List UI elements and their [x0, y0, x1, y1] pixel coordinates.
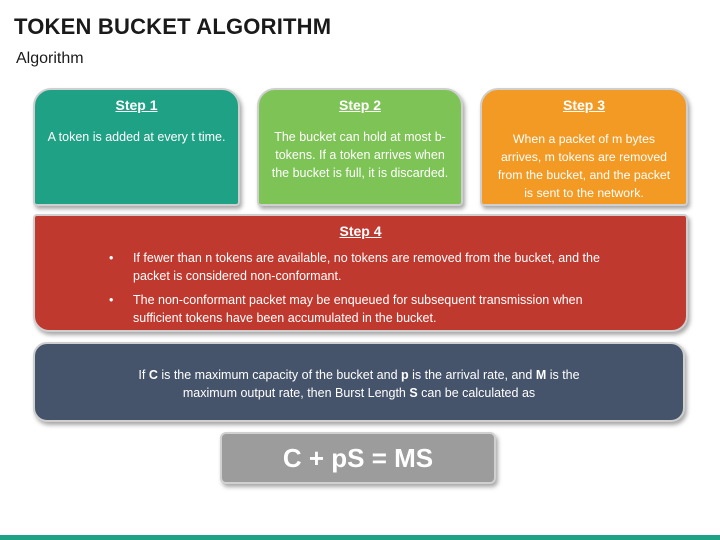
formula-note-text — [35, 366, 683, 402]
step-3-text: When a packet of m bytes arrives, m tokens are removed from the bucket, and the packet is sent to the network. — [497, 132, 671, 200]
bullet-icon: • — [109, 251, 114, 265]
step-4-bullet — [109, 291, 686, 327]
step-2-heading: Step 2 — [338, 97, 381, 113]
step-3-card — [480, 88, 688, 206]
bullet-icon: • — [109, 293, 114, 307]
step-4-bullet-text: The non-conformant packet may be enqueued for subsequent transmission when sufficient tokens have been accumulated in the bucket. — [133, 293, 583, 325]
note-var-p: p — [401, 368, 409, 382]
note-var-m: M — [535, 368, 547, 382]
page-title: TOKEN BUCKET ALGORITHM — [14, 14, 332, 39]
note-text-part: is the maximum output rate, then Burst Length — [182, 368, 580, 400]
bottom-accent-bar — [0, 535, 720, 540]
page-subtitle: Algorithm — [16, 50, 84, 67]
note-text-part: If — [138, 368, 149, 382]
note-var-s: S — [409, 386, 418, 400]
note-var-c: C — [148, 368, 158, 382]
step-4-heading: Step 4 — [339, 223, 382, 239]
step-4-bullet-text: If fewer than n tokens are available, no tokens are removed from the bucket, and the packet is considered non-conformant. — [133, 251, 600, 283]
step-1-card — [33, 88, 240, 206]
step-4-card — [33, 214, 688, 332]
step-2-card — [257, 88, 463, 206]
step-3-heading: Step 3 — [562, 97, 605, 113]
step-1-heading: Step 1 — [115, 97, 158, 113]
step-2-text: The bucket can hold at most b-tokens. If a token arrives when the bucket is full, it is discarded. — [271, 130, 449, 180]
step-4-bullet-list — [35, 249, 686, 327]
step-4-bullet — [109, 249, 686, 285]
burst-length-equation: C + pS = MS — [220, 432, 496, 484]
note-text-part: is the arrival rate, and — [408, 368, 536, 382]
step-1-text: A token is added at every t time. — [47, 130, 226, 144]
note-text-part: is the maximum capacity of the bucket and — [157, 368, 402, 382]
note-text-part: can be calculated as — [417, 386, 536, 400]
formula-note-card — [33, 342, 685, 422]
